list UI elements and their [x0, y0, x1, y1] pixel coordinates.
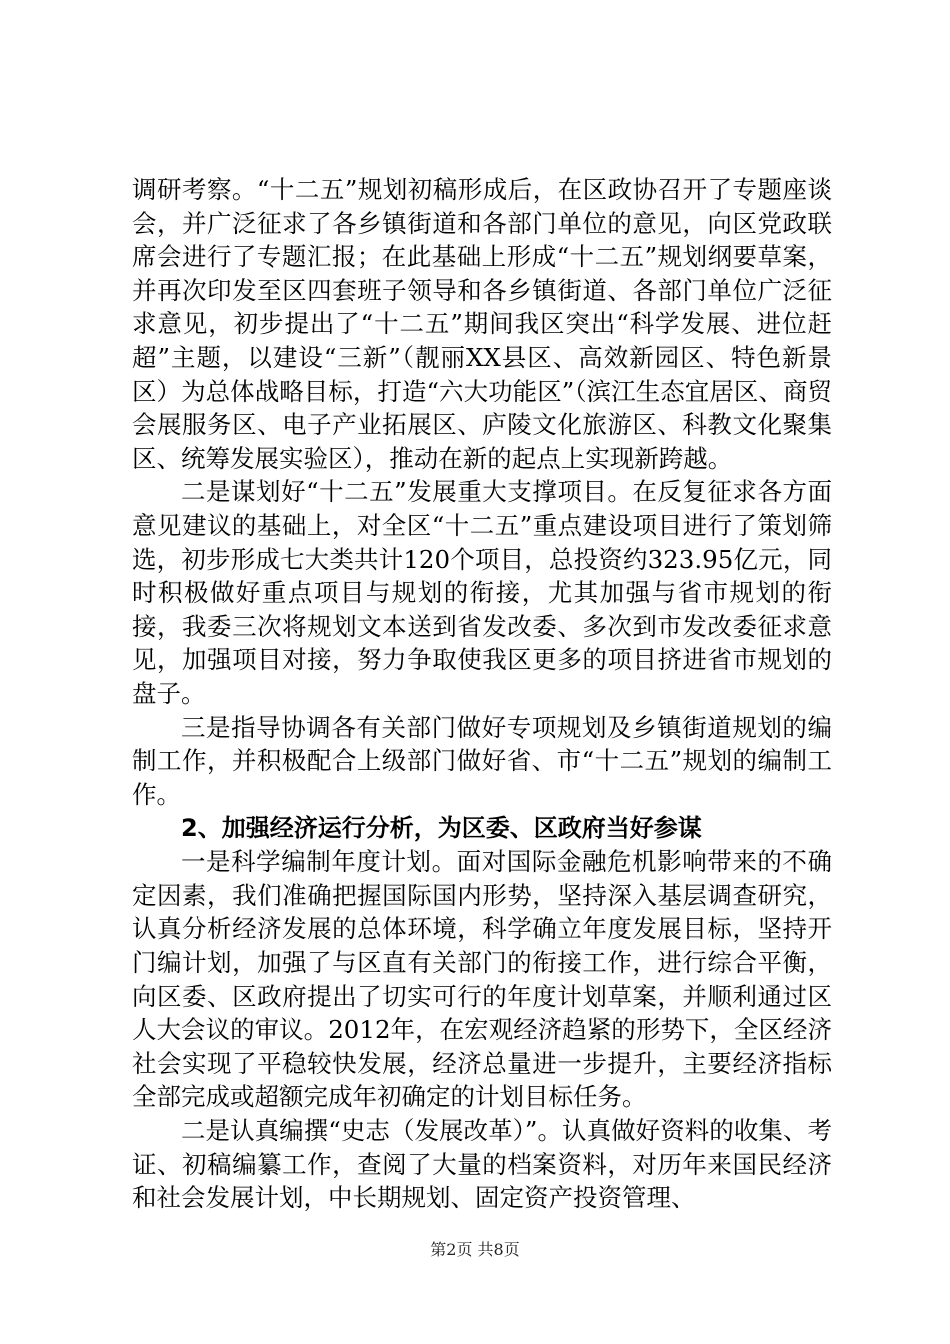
paragraph-item-two: 二是谋划好“十二五”发展重大支撑项目。在反复征求各方面意见建议的基础上，对全区“十二五”重点建设项目进行了策划筛选，初步形成七大类共计120个项目，总投资约323.95亿元，同时积极做好重点项目与规划的衔接，尤其加强与省市规划的衔接，我委三次将规划文本送到省发改委、多次到市发改委征求意见，加强项目对接，努力争取使我区更多的项目挤进省市规划的盘子。: [132, 477, 832, 708]
paragraph-item-three: 三是指导协调各有关部门做好专项规划及乡镇街道规划的编制工作，并积极配合上级部门做好省、市“十二五”规划的编制工作。: [132, 712, 832, 809]
paragraph-continuation: 调研考察。“十二五”规划初稿形成后，在区政协召开了专题座谈会，并广泛征求了各乡镇街道和各部门单位的意见，向区党政联席会进行了专题汇报；在此基础上形成“十二五”规划纲要草案，并再次印发至区四套班子领导和各乡镇街道、各部门单位广泛征求意见，初步提出了“十二五”期间我区突出“科学发展、进位赶超”主题，以建设“三新”（靓丽XX县区、高效新园区、特色新景区）为总体战略目标，打造“六大功能区”（滨江生态宜居区、商贸会展服务区、电子产业拓展区、庐陵文化旅游区、科教文化聚集区、统筹发展实验区），推动在新的起点上实现新跨越。: [132, 175, 832, 473]
section-heading: 2、加强经济运行分析，为区委、区政府当好参谋: [181, 814, 702, 843]
document-body: [132, 173, 832, 1215]
page-number-footer: 第2页 共8页: [430, 1240, 520, 1259]
paragraph-annual-plan: 一是科学编制年度计划。面对国际金融危机影响带来的不确定因素，我们准确把握国际国内形势，坚持深入基层调查研究，认真分析经济发展的总体环境，科学确立年度发展目标，坚持开门编计划，加强了与区直有关部门的衔接工作，进行综合平衡，向区委、区政府提出了切实可行的年度计划草案，并顺利通过区人大会议的审议。2012年，在宏观经济趋紧的形势下，全区经济社会实现了平稳较快发展，经济总量进一步提升，主要经济指标全部完成或超额完成年初确定的计划目标任务。: [132, 847, 832, 1112]
paragraph-history-records: 二是认真编撰“史志（发展改革）”。认真做好资料的收集、考证、初稿编纂工作，查阅了大量的档案资料，对历年来国民经济和社会发展计划，中长期规划、固定资产投资管理、: [132, 1116, 832, 1213]
